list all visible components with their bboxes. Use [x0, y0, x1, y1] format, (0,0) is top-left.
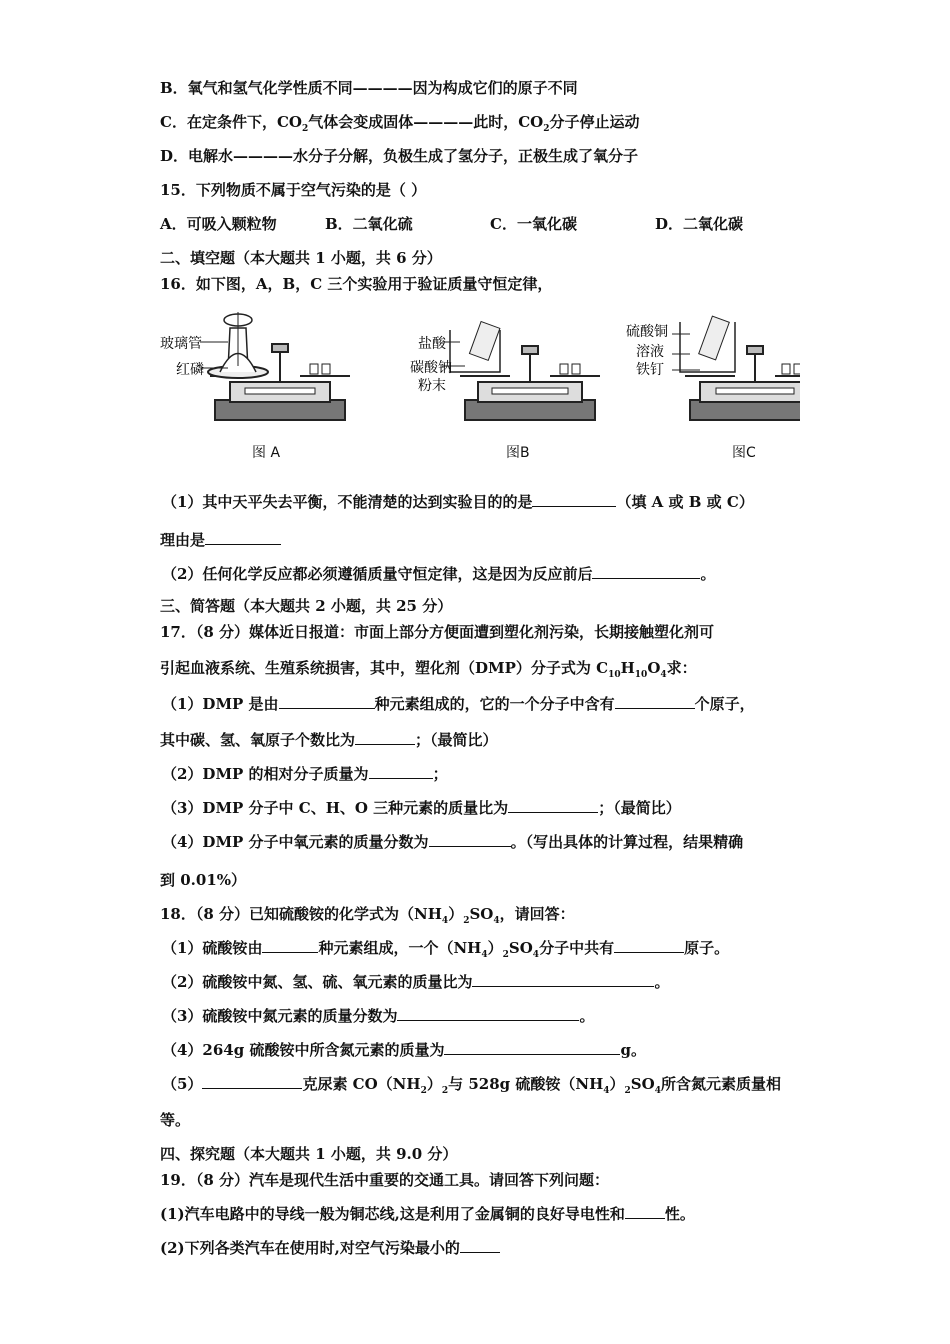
option-c-part3: 分子停止运动 [549, 113, 640, 131]
q15-stem: 15．下列物质不属于空气污染的是（ ） [160, 181, 427, 199]
option-c-part1: C．在定条件下，CO [160, 113, 302, 131]
answer-blank[interactable] [614, 938, 684, 953]
subscript: 2 [420, 1086, 427, 1096]
q18-part1-b: 种元素组成，一个（NH [318, 939, 482, 957]
q17-part3-hint: ；（最简比） [598, 799, 681, 817]
q19-part2-text: (2)下列各类汽车在使用时,对空气污染最小的 [160, 1239, 460, 1257]
fig-c-label-solution: 溶液 [636, 344, 664, 360]
q18-stem-b: ） [448, 905, 464, 923]
answer-blank[interactable] [355, 730, 415, 745]
q18-part5-g: 所含氮元素质量相 [660, 1075, 781, 1093]
q16-part1-text: （1）其中天平失去平衡，不能清楚的达到实验目的的是 [162, 493, 533, 511]
q17-formula-o: O [647, 659, 661, 677]
balance-diagram [160, 300, 800, 465]
answer-blank[interactable] [615, 694, 695, 709]
figure-b-apparatus [442, 322, 600, 420]
q18-stem-a: 18．（8 分）已知硫酸铵的化学式为（NH [160, 905, 442, 923]
fig-c-caption: 图C [732, 445, 756, 461]
q17-part2 [162, 764, 448, 784]
answer-blank[interactable] [472, 972, 654, 987]
q17-part3-text: （3）DMP 分子中 C、H、O 三种元素的质量比为 [162, 799, 509, 817]
q15-option-d: D．二氧化碳 [655, 215, 744, 233]
q18-part3-text: （3）硫酸铵中氮元素的质量分数为 [162, 1007, 398, 1025]
fig-a-label-tube: 玻璃管 [160, 336, 202, 352]
fig-a-label-phosphorus: 红磷 [176, 362, 204, 378]
fig-b-label-powder: 粉末 [418, 378, 446, 394]
answer-blank[interactable] [592, 564, 700, 579]
q15-option-b: B．二氧化硫 [325, 215, 413, 233]
q19-part1-text: (1)汽车电路中的导线一般为铜芯线,这是利用了金属铜的良好导电性和 [160, 1205, 625, 1223]
q18-part5-f: SO [630, 1075, 655, 1093]
subscript: 10 [608, 670, 621, 680]
q17-part1-text-b: 种元素组成的，它的一个分子中含有 [374, 695, 615, 713]
answer-blank[interactable] [369, 764, 433, 779]
q18-part2 [162, 972, 669, 992]
q17-ratio-hint: ；（最简比） [415, 731, 498, 749]
q17-part2-end: ； [432, 765, 448, 783]
q17-part4 [162, 832, 743, 852]
answer-blank[interactable] [262, 938, 318, 953]
subscript: 4 [481, 950, 488, 960]
q18-part5-c: ） [426, 1075, 442, 1093]
subscript: 4 [660, 670, 667, 680]
q17-part4-text: （4）DMP 分子中氧元素的质量分数为 [162, 833, 429, 851]
q19-part1 [160, 1204, 695, 1224]
q17-part3 [162, 798, 681, 818]
subscript: 2 [301, 124, 309, 134]
answer-blank[interactable] [508, 798, 598, 813]
q17-part1-text-c: 个原子， [694, 695, 755, 713]
q17-part1-ratio [160, 730, 498, 750]
q19-part1-end: 性。 [664, 1205, 695, 1223]
balance-figures [160, 300, 800, 465]
q16-reason-text: 理由是 [160, 531, 206, 549]
option-c-part2: 气体会变成固体————此时，CO [308, 113, 544, 131]
section-3-heading: 三、简答题（本大题共 2 小题，共 25 分） [160, 597, 453, 615]
q18-part2-end: 。 [654, 973, 670, 991]
fig-b-label-carbonate: 碳酸钠 [410, 360, 452, 376]
q17-formula-h: H [620, 659, 635, 677]
subscript: 2 [463, 916, 470, 926]
q17-part1 [162, 694, 755, 714]
q18-part1-d: SO [508, 939, 533, 957]
q17-part4-cont: 到 0.01%） [160, 871, 247, 889]
figure-c-apparatus [672, 316, 800, 420]
q19-part2 [160, 1238, 500, 1258]
subscript: 4 [441, 916, 449, 926]
option-b-text: B．氧气和氢气化学性质不同————因为构成它们的原子不同 [160, 79, 578, 97]
section-2-heading: 二、填空题（本大题共 1 小题，共 6 分） [160, 249, 442, 267]
q16-part2 [162, 564, 715, 584]
subscript: 2 [441, 1086, 449, 1096]
option-c-text [160, 112, 640, 135]
q18-part2-text: （2）硫酸铵中氮、氢、硫、氧元素的质量比为 [162, 973, 473, 991]
q16-stem: 16．如下图，A，B，C 三个实验用于验证质量守恒定律， [160, 275, 553, 293]
subscript: 10 [634, 670, 648, 680]
q18-part1-f: 原子。 [684, 939, 730, 957]
q15-option-c: C．一氧化碳 [490, 215, 577, 233]
q18-part5 [162, 1074, 781, 1097]
answer-blank[interactable] [397, 1006, 579, 1021]
subscript: 4 [532, 950, 540, 960]
q18-stem-c: SO [469, 905, 494, 923]
q18-part3-end: 。 [579, 1007, 595, 1025]
q16-part2-end: 。 [700, 565, 716, 583]
q15-option-a: A．可吸入颗粒物 [160, 215, 277, 233]
q18-stem-d: ，请回答： [499, 905, 575, 923]
subscript: 4 [493, 916, 500, 926]
q18-part1 [162, 938, 729, 961]
q18-stem [160, 904, 575, 927]
fig-c-label-sulfate: 硫酸铜 [626, 324, 668, 340]
q18-part4-text: （4）264g 硫酸铵中所含氮元素的质量为 [162, 1041, 445, 1059]
q16-reason [160, 530, 281, 550]
q16-part1 [162, 492, 754, 512]
q17-part1-text-a: （1）DMP 是由 [162, 695, 279, 713]
q18-part1-a: （1）硫酸铵由 [162, 939, 263, 957]
answer-blank[interactable] [460, 1238, 500, 1253]
answer-blank[interactable] [532, 492, 616, 507]
q18-part1-c: ） [487, 939, 503, 957]
q16-part2-text: （2）任何化学反应都必须遵循质量守恒定律，这是因为反应前后 [162, 565, 593, 583]
fig-b-label-acid: 盐酸 [418, 336, 446, 352]
subscript: 4 [603, 1086, 610, 1096]
answer-blank[interactable] [279, 694, 375, 709]
answer-blank[interactable] [202, 1074, 302, 1089]
q17-part4-hint: 。（写出具体的计算过程，结果精确 [510, 833, 744, 851]
q17-line2 [160, 658, 697, 681]
q17-ratio-text: 其中碳、氢、氧原子个数比为 [160, 731, 356, 749]
q18-part5-e: ） [609, 1075, 625, 1093]
answer-blank[interactable] [205, 530, 281, 545]
answer-blank[interactable] [429, 832, 511, 847]
q19-stem: 19．（8 分）汽车是现代生活中重要的交通工具。请回答下列问题： [160, 1171, 610, 1189]
answer-blank[interactable] [625, 1204, 665, 1219]
fig-a-caption: 图 A [252, 445, 281, 461]
q18-part1-e: 分子中共有 [539, 939, 615, 957]
q18-part5-cont: 等。 [160, 1111, 191, 1129]
q18-part5-d: 与 528g 硫酸铵（NH [448, 1075, 604, 1093]
q17-formula-prefix: 引起血液系统、生殖系统损害，其中，塑化剂（DMP）分子式为 C [160, 659, 609, 677]
q18-part4 [162, 1040, 646, 1060]
q16-part1-hint: （填 A 或 B 或 C） [616, 493, 754, 511]
subscript: 2 [624, 1086, 631, 1096]
q18-part4-end: g。 [620, 1041, 646, 1059]
q17-line1: 17．（8 分）媒体近日报道：市面上部分方便面遭到塑化剂污染，长期接触塑化剂可 [160, 623, 715, 641]
subscript: 2 [543, 124, 550, 134]
option-d-text: D．电解水————水分子分解，负极生成了氢分子，正极生成了氧分子 [160, 147, 639, 165]
fig-b-caption: 图B [506, 445, 530, 461]
subscript: 4 [654, 1086, 661, 1096]
fig-c-label-nail: 铁钉 [636, 362, 664, 378]
q18-part5-a: （5） [162, 1075, 203, 1093]
section-4-heading: 四、探究题（本大题共 1 小题，共 9.0 分） [160, 1145, 458, 1163]
subscript: 2 [502, 950, 509, 960]
q17-part2-text: （2）DMP 的相对分子质量为 [162, 765, 369, 783]
q17-formula-suffix: 求： [666, 659, 697, 677]
q18-part3 [162, 1006, 594, 1026]
figure-a-apparatus [200, 312, 350, 420]
answer-blank[interactable] [444, 1040, 620, 1055]
q18-part5-b: 克尿素 CO（NH [302, 1075, 421, 1093]
q15-options [160, 214, 743, 234]
